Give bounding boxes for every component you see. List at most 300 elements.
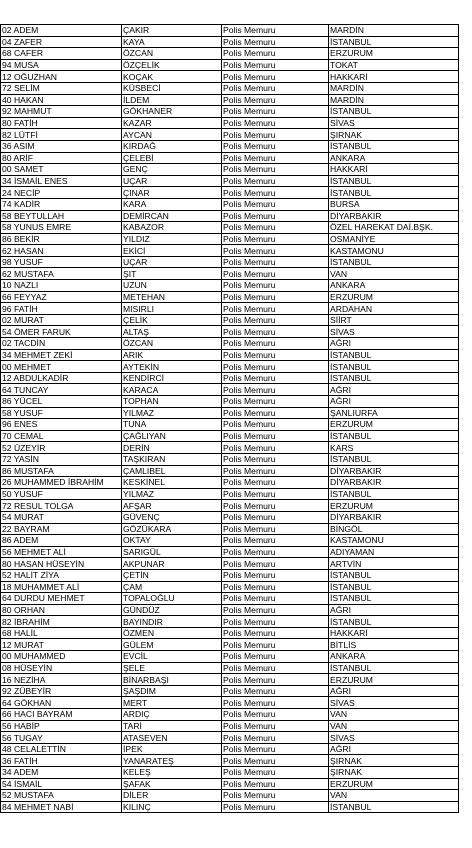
rank-cell: Polis Memuru (222, 709, 329, 721)
surname-cell: ÖZCAN (122, 338, 222, 350)
table-row (1, 280, 459, 292)
rank-cell: Polis Memuru (222, 720, 329, 732)
row-code: 58 (2, 210, 12, 221)
name-cell (1, 256, 122, 268)
first-name: BEYTULLAH (13, 210, 65, 221)
personnel-table (0, 24, 459, 813)
row-code: 82 (2, 129, 12, 140)
surname-cell: TOPALOĞLU (122, 593, 222, 605)
city-cell: ANKARA (329, 280, 459, 292)
table-row (1, 523, 459, 535)
rank-cell: Polis Memuru (222, 639, 329, 651)
first-name: YUNUS EMRE (13, 222, 72, 233)
first-name: YUSUF (13, 489, 43, 500)
city-cell: HAKKARİ (329, 164, 459, 176)
table-row (1, 187, 459, 199)
row-code: 70 (2, 431, 12, 442)
city-cell: İSTANBUL (329, 430, 459, 442)
row-code: 34 (2, 176, 12, 187)
name-cell (1, 697, 122, 709)
surname-cell: ŞELE (122, 662, 222, 674)
rank-cell: Polis Memuru (222, 616, 329, 628)
name-cell (1, 453, 122, 465)
rank-cell: Polis Memuru (222, 71, 329, 83)
city-cell: ERZURUM (329, 291, 459, 303)
row-code: 36 (2, 141, 12, 152)
surname-cell: UÇAR (122, 256, 222, 268)
city-cell: İSTANBUL (329, 175, 459, 187)
surname-cell: KIRDAĞ (122, 140, 222, 152)
row-code: 10 (2, 280, 12, 291)
name-cell (1, 140, 122, 152)
city-cell: MARDİN (329, 94, 459, 106)
surname-cell: GENÇ (122, 164, 222, 176)
rank-cell: Polis Memuru (222, 48, 329, 60)
rank-cell: Polis Memuru (222, 314, 329, 326)
surname-cell: ÖZMEN (122, 627, 222, 639)
first-name: HASAN (13, 245, 44, 256)
rank-cell: Polis Memuru (222, 569, 329, 581)
first-name: ABDULKADİR (13, 373, 69, 384)
surname-cell: ŞAFAK (122, 778, 222, 790)
row-code: 66 (2, 709, 12, 720)
rank-cell: Polis Memuru (222, 361, 329, 373)
row-code: 54 (2, 326, 12, 337)
row-code: 22 (2, 523, 12, 534)
first-name: NAZLI (13, 280, 39, 291)
name-cell (1, 581, 122, 593)
table-row (1, 164, 459, 176)
row-code: 02 (2, 338, 12, 349)
surname-cell: KARA (122, 198, 222, 210)
first-name: LÜTFİ (13, 129, 38, 140)
first-name: İSMAİL (13, 778, 43, 789)
rank-cell: Polis Memuru (222, 291, 329, 303)
first-name: MURAT (13, 512, 44, 523)
city-cell: ŞANLIURFA (329, 407, 459, 419)
row-code: 80 (2, 152, 12, 163)
table-row (1, 778, 459, 790)
surname-cell: ATASEVEN (122, 732, 222, 744)
rank-cell: Polis Memuru (222, 697, 329, 709)
name-cell (1, 268, 122, 280)
rank-cell: Polis Memuru (222, 384, 329, 396)
rank-cell: Polis Memuru (222, 210, 329, 222)
city-cell: ERZURUM (329, 500, 459, 512)
row-code: 56 (2, 720, 12, 731)
name-cell (1, 558, 122, 570)
name-cell (1, 291, 122, 303)
city-cell: KASTAMONU (329, 535, 459, 547)
row-code: 56 (2, 732, 12, 743)
surname-cell: UÇAR (122, 175, 222, 187)
table-row (1, 604, 459, 616)
table-row (1, 36, 459, 48)
table-row (1, 407, 459, 419)
name-cell (1, 384, 122, 396)
row-code: 52 (2, 790, 12, 801)
row-code: 86 (2, 396, 12, 407)
city-cell: ŞIRNAK (329, 129, 459, 141)
name-cell (1, 372, 122, 384)
table-row (1, 210, 459, 222)
table-row (1, 140, 459, 152)
surname-cell: KAZAR (122, 117, 222, 129)
first-name: MUSTAFA (13, 268, 54, 279)
city-cell: İSTANBUL (329, 106, 459, 118)
row-code: 24 (2, 187, 12, 198)
table-row (1, 581, 459, 593)
row-code: 86 (2, 233, 12, 244)
first-name: ASIM (13, 141, 35, 152)
name-cell (1, 790, 122, 802)
row-code: 00 (2, 651, 12, 662)
first-name: İSMAİL ENES (13, 176, 68, 187)
table-row (1, 117, 459, 129)
rank-cell: Polis Memuru (222, 129, 329, 141)
name-cell (1, 743, 122, 755)
city-cell: İSTANBUL (329, 453, 459, 465)
row-code: 08 (2, 662, 12, 673)
name-cell (1, 500, 122, 512)
row-code: 18 (2, 581, 12, 592)
table-row (1, 71, 459, 83)
table-row (1, 697, 459, 709)
table-row (1, 546, 459, 558)
city-cell: AĞRI (329, 743, 459, 755)
name-cell (1, 535, 122, 547)
first-name: HASAN HÜSEYİN (13, 558, 85, 569)
rank-cell: Polis Memuru (222, 778, 329, 790)
first-name: MUSA (13, 60, 39, 71)
surname-cell: KAYA (122, 36, 222, 48)
city-cell: AĞRI (329, 685, 459, 697)
table-row (1, 511, 459, 523)
row-code: 56 (2, 547, 12, 558)
table-row (1, 256, 459, 268)
row-code: 64 (2, 384, 12, 395)
rank-cell: Polis Memuru (222, 755, 329, 767)
name-cell (1, 71, 122, 83)
rank-cell: Polis Memuru (222, 488, 329, 500)
city-cell: İSTANBUL (329, 662, 459, 674)
name-cell (1, 303, 122, 315)
surname-cell: GÖKHANER (122, 106, 222, 118)
name-cell (1, 732, 122, 744)
surname-cell: AYTEKİN (122, 361, 222, 373)
city-cell: BİTLİS (329, 639, 459, 651)
row-code: 00 (2, 361, 12, 372)
first-name: HACI BAYRAM (13, 709, 73, 720)
name-cell (1, 593, 122, 605)
first-name: SAMET (13, 164, 44, 175)
row-code: 68 (2, 48, 12, 59)
row-code: 72 (2, 83, 12, 94)
name-cell (1, 430, 122, 442)
surname-cell: ÖZCAN (122, 48, 222, 60)
rank-cell: Polis Memuru (222, 593, 329, 605)
table-row (1, 801, 459, 813)
table-row (1, 291, 459, 303)
table-row (1, 175, 459, 187)
first-name: RESUL TOLGA (13, 500, 74, 511)
name-cell (1, 222, 122, 234)
table-row (1, 303, 459, 315)
city-cell: ARDAHAN (329, 303, 459, 315)
first-name: MEHMET ZEKİ (13, 349, 73, 360)
row-code: 80 (2, 118, 12, 129)
surname-cell: TAŞKIRAN (122, 453, 222, 465)
city-cell: İSTANBUL (329, 361, 459, 373)
first-name: ÖMER FARUK (13, 326, 71, 337)
table-row (1, 569, 459, 581)
name-cell (1, 639, 122, 651)
rank-cell: Polis Memuru (222, 430, 329, 442)
surname-cell: GÜVENÇ (122, 511, 222, 523)
first-name: HABİP (13, 720, 40, 731)
first-name: HAKAN (13, 94, 44, 105)
surname-cell: UZUN (122, 280, 222, 292)
surname-cell: METEHAN (122, 291, 222, 303)
name-cell (1, 82, 122, 94)
surname-cell: DERİN (122, 442, 222, 454)
surname-cell: MISIRLI (122, 303, 222, 315)
table-row (1, 349, 459, 361)
city-cell: VAN (329, 268, 459, 280)
city-cell: İSTANBUL (329, 593, 459, 605)
name-cell (1, 755, 122, 767)
row-code: 58 (2, 407, 12, 418)
table-row (1, 639, 459, 651)
name-cell (1, 59, 122, 71)
row-code: 72 (2, 454, 12, 465)
city-cell: ERZURUM (329, 778, 459, 790)
table-row (1, 419, 459, 431)
city-cell: AĞRI (329, 338, 459, 350)
surname-cell: ÇETİN (122, 569, 222, 581)
table-row (1, 82, 459, 94)
table-row (1, 755, 459, 767)
city-cell: İSTANBUL (329, 616, 459, 628)
city-cell: SİVAS (329, 732, 459, 744)
first-name: FATİH (13, 303, 38, 314)
rank-cell: Polis Memuru (222, 662, 329, 674)
row-code: 40 (2, 94, 12, 105)
city-cell: İSTANBUL (329, 349, 459, 361)
rank-cell: Polis Memuru (222, 627, 329, 639)
city-cell: ADIYAMAN (329, 546, 459, 558)
table-row (1, 674, 459, 686)
city-cell: İSTANBUL (329, 36, 459, 48)
row-code: 16 (2, 674, 12, 685)
name-cell (1, 280, 122, 292)
city-cell: ERZURUM (329, 48, 459, 60)
first-name: MURAT (13, 315, 44, 326)
name-cell (1, 187, 122, 199)
name-cell (1, 349, 122, 361)
table-row (1, 709, 459, 721)
table-row (1, 732, 459, 744)
rank-cell: Polis Memuru (222, 523, 329, 535)
rank-cell: Polis Memuru (222, 465, 329, 477)
rank-cell: Polis Memuru (222, 140, 329, 152)
name-cell (1, 314, 122, 326)
rank-cell: Polis Memuru (222, 152, 329, 164)
name-cell (1, 361, 122, 373)
rank-cell: Polis Memuru (222, 349, 329, 361)
first-name: ARİF (13, 152, 34, 163)
surname-cell: ÇAĞLIYAN (122, 430, 222, 442)
rank-cell: Polis Memuru (222, 36, 329, 48)
row-code: 62 (2, 268, 12, 279)
first-name: NECİP (13, 187, 41, 198)
table-row (1, 245, 459, 257)
city-cell: DİYARBAKIR (329, 465, 459, 477)
table-row (1, 314, 459, 326)
surname-cell: YILDIZ (122, 233, 222, 245)
rank-cell: Polis Memuru (222, 187, 329, 199)
table-row (1, 222, 459, 234)
surname-cell: ŞIT (122, 268, 222, 280)
first-name: İBRAHİM (13, 616, 50, 627)
name-cell (1, 245, 122, 257)
surname-cell: OKTAY (122, 535, 222, 547)
name-cell (1, 94, 122, 106)
city-cell: MARDİN (329, 25, 459, 37)
city-cell: DİYARBAKIR (329, 477, 459, 489)
name-cell (1, 117, 122, 129)
row-code: 96 (2, 419, 12, 430)
row-code: 34 (2, 767, 12, 778)
surname-cell: EVCİL (122, 651, 222, 663)
row-code: 34 (2, 349, 12, 360)
city-cell: ÖZEL HAREKAT DAİ.BŞK. (329, 222, 459, 234)
rank-cell: Polis Memuru (222, 326, 329, 338)
surname-cell: ŞAŞDIM (122, 685, 222, 697)
city-cell: MARDİN (329, 82, 459, 94)
table-row (1, 790, 459, 802)
surname-cell: AYCAN (122, 129, 222, 141)
table-row (1, 662, 459, 674)
row-code: 80 (2, 558, 12, 569)
city-cell: ANKARA (329, 651, 459, 663)
rank-cell: Polis Memuru (222, 419, 329, 431)
table-row (1, 152, 459, 164)
first-name: CEMAL (13, 431, 44, 442)
city-cell: VAN (329, 790, 459, 802)
name-cell (1, 465, 122, 477)
first-name: HALİT ZİYA (13, 570, 60, 581)
row-code: 96 (2, 303, 12, 314)
table-row (1, 616, 459, 628)
row-code: 02 (2, 315, 12, 326)
name-cell (1, 662, 122, 674)
surname-cell: ÇELİK (122, 314, 222, 326)
city-cell: OSMANİYE (329, 233, 459, 245)
surname-cell: GÜNDÜZ (122, 604, 222, 616)
first-name: MUHAMMED İBRAHİM (13, 477, 104, 488)
name-cell (1, 778, 122, 790)
city-cell: AĞRI (329, 396, 459, 408)
rank-cell: Polis Memuru (222, 558, 329, 570)
name-cell (1, 164, 122, 176)
first-name: MUSTAFA (13, 465, 54, 476)
row-code: 94 (2, 60, 12, 71)
table-row (1, 465, 459, 477)
rank-cell: Polis Memuru (222, 767, 329, 779)
rank-cell: Polis Memuru (222, 511, 329, 523)
name-cell (1, 488, 122, 500)
surname-cell: BAYINDIR (122, 616, 222, 628)
row-code: 80 (2, 604, 12, 615)
surname-cell: İPEK (122, 743, 222, 755)
first-name: CELALETTİN (13, 744, 67, 755)
surname-cell: MERT (122, 697, 222, 709)
name-cell (1, 801, 122, 813)
city-cell: SİVAS (329, 697, 459, 709)
row-code: 72 (2, 500, 12, 511)
surname-cell: TUNA (122, 419, 222, 431)
first-name: YÜCEL (13, 396, 43, 407)
row-code: 04 (2, 36, 12, 47)
rank-cell: Polis Memuru (222, 477, 329, 489)
row-code: 00 (2, 164, 12, 175)
city-cell: BİNGÖL (329, 523, 459, 535)
surname-cell: DİLER (122, 790, 222, 802)
surname-cell: GÖZÜKARA (122, 523, 222, 535)
city-cell: ŞIRNAK (329, 755, 459, 767)
surname-cell: KÜSBECİ (122, 82, 222, 94)
first-name: ENES (13, 419, 38, 430)
table-row (1, 396, 459, 408)
first-name: ÜZEYİR (13, 442, 46, 453)
name-cell (1, 152, 122, 164)
city-cell: İSTANBUL (329, 801, 459, 813)
surname-cell: KARACA (122, 384, 222, 396)
row-code: 64 (2, 697, 12, 708)
surname-cell: TARİ (122, 720, 222, 732)
name-cell (1, 674, 122, 686)
name-cell (1, 546, 122, 558)
first-name: HALİL (13, 628, 38, 639)
rank-cell: Polis Memuru (222, 25, 329, 37)
row-code: 12 (2, 71, 12, 82)
surname-cell: AKPUNAR (122, 558, 222, 570)
surname-cell: ARDIÇ (122, 709, 222, 721)
rank-cell: Polis Memuru (222, 407, 329, 419)
first-name: MAHMUT (13, 106, 52, 117)
row-code: 52 (2, 442, 12, 453)
first-name: YASİN (13, 454, 39, 465)
surname-cell: YILMAZ (122, 407, 222, 419)
city-cell: KASTAMONU (329, 245, 459, 257)
rank-cell: Polis Memuru (222, 604, 329, 616)
name-cell (1, 523, 122, 535)
rank-cell: Polis Memuru (222, 790, 329, 802)
row-code: 26 (2, 477, 12, 488)
row-code: 12 (2, 373, 12, 384)
table-row (1, 743, 459, 755)
table-row (1, 558, 459, 570)
first-name: NEZİHA (13, 674, 46, 685)
rank-cell: Polis Memuru (222, 198, 329, 210)
first-name: MUSTAFA (13, 790, 54, 801)
rank-cell: Polis Memuru (222, 175, 329, 187)
row-code: 86 (2, 535, 12, 546)
city-cell: ERZURUM (329, 674, 459, 686)
city-cell: TOKAT (329, 59, 459, 71)
personnel-list-sheet (0, 24, 458, 813)
